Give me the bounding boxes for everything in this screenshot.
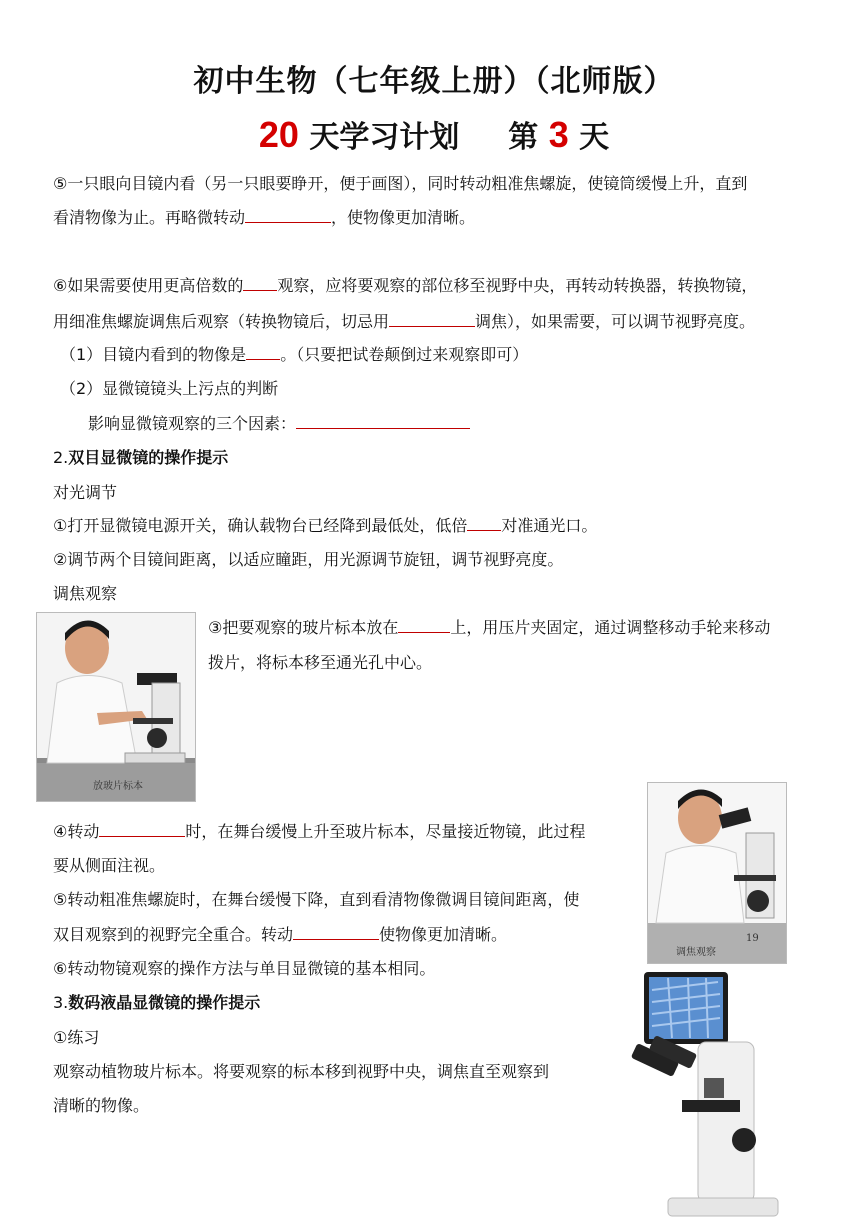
- answer-blank: [99, 822, 185, 837]
- plan-days-number: 20: [258, 114, 299, 155]
- answer-blank: [467, 516, 501, 531]
- step-4-text-a: ④转动: [53, 822, 100, 841]
- factors-text: 影响显微镜观察的三个因素：: [88, 414, 297, 433]
- step-5-text-c: 使物像更加清晰。: [379, 925, 508, 944]
- step6-line2: [53, 312, 755, 332]
- step6-text-a: ⑥如果需要使用更高倍数的: [53, 276, 244, 295]
- step6-line1: [53, 276, 757, 296]
- step5-line1: ⑤一只眼向目镜内看（另一只眼要睁开，便于画图），同时转动粗准焦螺旋，使镜筒缓慢上升，直到: [53, 174, 748, 193]
- lcd-microscope-illustration: [628, 970, 788, 1220]
- step-5-line2: [53, 925, 507, 945]
- question-1-text-b: 。（只要把试卷颠倒过来观察即可）: [280, 345, 529, 364]
- practice-line2: 清晰的物像。: [53, 1096, 150, 1115]
- answer-blank: [243, 276, 277, 291]
- answer-blank: [296, 414, 470, 429]
- subheading-light-adjust: 对光调节: [53, 483, 118, 502]
- step-1: [53, 516, 597, 536]
- day-suffix: 天: [579, 120, 610, 155]
- photo-focusing: [647, 782, 787, 964]
- section-3-heading: [53, 993, 260, 1013]
- step-3-text-a: ③把要观察的玻片标本放在: [208, 618, 399, 637]
- digital-microscope-image: [628, 970, 788, 1220]
- section-3-title: 数码液晶显微镜的操作提示: [68, 993, 261, 1012]
- section-2-number: 2.: [53, 448, 69, 467]
- step5-text-a: 看清物像为止。再略微转动: [53, 208, 246, 227]
- step6-text-c: 用细准焦螺旋调焦后观察（转换物镜后，切忌用: [53, 312, 390, 331]
- photo-placing-slide: [36, 612, 196, 802]
- photo-page-number: 19: [746, 933, 759, 944]
- step-4-text-b: 时，在舞台缓慢上升至玻片标本，尽量接近物镜，此过程: [185, 822, 586, 841]
- answer-blank: [246, 345, 280, 360]
- step-5-line1: ⑤转动粗准焦螺旋时，在舞台缓慢下降，直到看清物像微调目镜间距离，使: [53, 890, 580, 909]
- practice-line1: 观察动植物玻片标本。将要观察的标本移到视野中央，调焦直至观察到: [53, 1062, 550, 1081]
- photo-caption: 调焦观察: [676, 947, 716, 958]
- student-microscope-illustration: [37, 613, 195, 801]
- question-1-text-a: （1）目镜内看到的物像是: [60, 345, 247, 364]
- answer-blank: [389, 312, 475, 327]
- step-4-line1: [53, 822, 585, 842]
- practice-subheading: ①练习: [53, 1028, 100, 1047]
- step-3-line1: [208, 618, 770, 638]
- photo-caption: 放玻片标本: [93, 781, 143, 792]
- step6-text-b: 观察，应将要观察的部位移至视野中央，再转动转换器，转换物镜，: [277, 276, 758, 295]
- answer-blank: [293, 925, 379, 940]
- step-3-line2: 拨片，将标本移至通光孔中心。: [208, 653, 433, 672]
- question-2: （2）显微镜镜头上污点的判断: [60, 379, 279, 398]
- step-3-text-b: 上，用压片夹固定，通过调整移动手轮来移动: [450, 618, 771, 637]
- day-number: 3: [548, 114, 569, 155]
- step-5-text-b: 双目观察到的视野完全重合。转动: [53, 925, 294, 944]
- step-1-text-b: 对准通光口。: [501, 516, 598, 535]
- student-binocular-illustration: [648, 783, 786, 963]
- step-2: ②调节两个目镜间距离，以适应瞳距，用光源调节旋钮，调节视野亮度。: [53, 550, 564, 569]
- question-1: [60, 345, 528, 365]
- page-title: 初中生物（七年级上册）（北师版）: [193, 64, 675, 99]
- step5-text-b: ，使物像更加清晰。: [331, 208, 476, 227]
- section-2-title: 双目显微镜的操作提示: [68, 448, 229, 467]
- step-1-text-a: ①打开显微镜电源开关，确认载物台已经降到最低处，低倍: [53, 516, 468, 535]
- subheading-focus: 调焦观察: [53, 584, 118, 603]
- factors-line: [88, 414, 470, 434]
- plan-text: 天学习计划: [309, 120, 460, 155]
- day-prefix: 第: [508, 120, 539, 155]
- answer-blank: [245, 208, 331, 223]
- step5-line2: [53, 208, 475, 228]
- step-6: ⑥转动物镜观察的操作方法与单目显微镜的基本相同。: [53, 959, 436, 978]
- section-2-heading: [53, 448, 228, 468]
- page-subtitle: [0, 112, 868, 156]
- answer-blank: [398, 618, 450, 633]
- section-3-number: 3.: [53, 993, 69, 1012]
- step-4-line2: 要从侧面注视。: [53, 856, 166, 875]
- step6-text-d: 调焦），如果需要，可以调节视野亮度。: [475, 312, 756, 331]
